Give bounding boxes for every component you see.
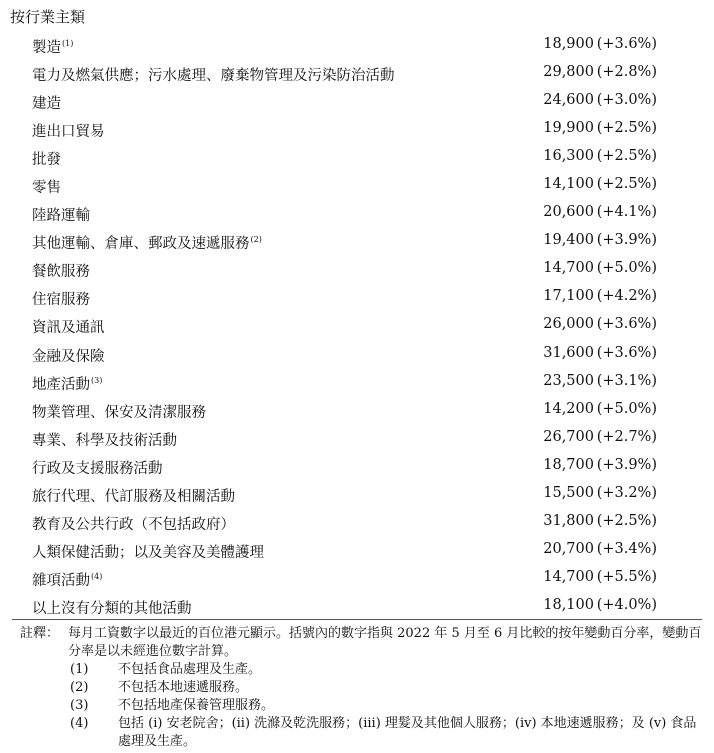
- table-row: [0, 593, 714, 621]
- yoy-change: (+3.1%): [596, 372, 657, 389]
- yoy-change: (+2.5%): [596, 512, 657, 529]
- industry-label: [32, 36, 73, 57]
- yoy-change: (+2.8%): [596, 64, 657, 81]
- table-row: [0, 228, 714, 256]
- notes-section: [10, 625, 704, 751]
- footnote-item: [10, 679, 704, 697]
- footnote-text: 不包括本地速遞服務。: [118, 680, 249, 695]
- industry-label: [32, 204, 90, 225]
- industry-label: [32, 373, 102, 394]
- industry-label: [32, 232, 262, 253]
- yoy-change: (+2.5%): [596, 120, 657, 137]
- footnote-item: [10, 697, 704, 715]
- industry-name: 製造: [32, 40, 61, 56]
- yoy-change: (+2.5%): [596, 148, 657, 165]
- wage-value: 29,800: [543, 64, 594, 81]
- industry-name: 以上沒有分類的其他活動: [32, 600, 192, 617]
- yoy-change: (+2.5%): [596, 176, 657, 193]
- yoy-change: (+5.0%): [596, 400, 657, 417]
- table-row: [0, 88, 714, 116]
- wage-value: 15,500: [543, 484, 594, 501]
- industry-name: 專業、科學及技術活動: [32, 432, 177, 449]
- yoy-change: (+5.0%): [596, 260, 657, 277]
- industry-name: 金融及保險: [32, 348, 105, 365]
- industry-name: 電力及燃氣供應；污水處理、廢棄物管理及污染防治活動: [32, 68, 395, 85]
- table-row: [0, 32, 714, 60]
- wage-value: 20,700: [543, 540, 594, 557]
- industry-name: 建造: [32, 96, 61, 113]
- industry-name: 陸路運輸: [32, 208, 90, 225]
- footnote-number: (4): [70, 716, 89, 731]
- table-row: [0, 537, 714, 565]
- yoy-change: (+3.9%): [596, 232, 657, 249]
- table-row: [0, 200, 714, 228]
- wage-value: 26,700: [543, 428, 594, 445]
- wage-value: 18,100: [543, 596, 594, 613]
- industry-label: [32, 64, 395, 85]
- industry-name: 雜項活動: [32, 572, 90, 589]
- industry-label: [32, 92, 61, 113]
- wage-value: 31,600: [543, 344, 594, 361]
- wage-value: 14,700: [543, 260, 594, 277]
- wage-value: 14,200: [543, 400, 594, 417]
- table-row: [0, 509, 714, 537]
- yoy-change: (+3.9%): [596, 456, 657, 473]
- footnote-marker: (3): [91, 375, 103, 385]
- yoy-change: (+4.0%): [596, 596, 657, 613]
- footnote-item: [10, 661, 704, 679]
- industry-table: [0, 32, 714, 621]
- industry-label: [32, 316, 105, 337]
- wage-value: 23,500: [543, 372, 594, 389]
- industry-name: 批發: [32, 152, 61, 169]
- yoy-change: (+3.2%): [596, 484, 657, 501]
- industry-name: 餐飲服務: [32, 264, 90, 281]
- wage-value: 17,100: [543, 288, 594, 305]
- footnote-number: (3): [70, 698, 89, 713]
- industry-name: 住宿服務: [32, 292, 90, 309]
- table-row: [0, 256, 714, 284]
- industry-name: 物業管理、保安及清潔服務: [32, 404, 206, 421]
- table-row: [0, 565, 714, 593]
- wage-value: 14,700: [543, 568, 594, 585]
- yoy-change: (+3.0%): [596, 92, 657, 109]
- industry-label: [32, 513, 235, 534]
- table-row: [0, 60, 714, 88]
- footnote-marker: (4): [91, 571, 103, 581]
- industry-name: 其他運輸、倉庫、郵政及速遞服務: [32, 236, 250, 253]
- section-heading: 按行業主類: [10, 8, 86, 26]
- table-row: [0, 481, 714, 509]
- industry-name: 地產活動: [32, 376, 90, 393]
- wage-value: 14,100: [543, 176, 594, 193]
- industry-label: [32, 541, 264, 562]
- table-row: [0, 397, 714, 425]
- yoy-change: (+5.5%): [596, 568, 657, 585]
- industry-label: [32, 176, 61, 197]
- wage-value: 16,300: [543, 148, 594, 165]
- wage-value: 18,900: [543, 36, 594, 52]
- wage-value: 19,900: [543, 120, 594, 137]
- industry-label: [32, 597, 192, 618]
- wage-value: 26,000: [543, 316, 594, 333]
- footnote-number: (2): [70, 680, 89, 695]
- notes-main-text: 每月工資數字以最近的百位港元顯示。括號內的數字指與 2022 年 5 月至 6 月比較的按年變動百分率，變動百分率是以未經進位數字計算。: [68, 626, 702, 659]
- industry-name: 人類保健活動；以及美容及美體護理: [32, 544, 264, 561]
- yoy-change: (+3.4%): [596, 540, 657, 557]
- notes-main: [10, 625, 704, 661]
- wage-value: 19,400: [543, 232, 594, 249]
- table-row: [0, 425, 714, 453]
- yoy-change: (+4.1%): [596, 204, 657, 221]
- industry-name: 行政及支援服務活動: [32, 460, 163, 477]
- footnote-text: 包括 (i) 安老院舍；(ii) 洗滌及乾洗服務；(iii) 理髮及其他個人服務；(iv) 本地速遞服務；及 (v) 食品處理及生產。: [118, 716, 697, 749]
- table-row: [0, 369, 714, 397]
- table-row: [0, 341, 714, 369]
- industry-label: [32, 401, 206, 422]
- wage-value: 20,600: [543, 204, 594, 221]
- footnote-marker: (1): [62, 39, 74, 48]
- notes-divider: [12, 619, 702, 620]
- wage-value: 31,800: [543, 512, 594, 529]
- notes-title: 註釋：: [20, 626, 60, 641]
- industry-name: 進出口貿易: [32, 124, 105, 141]
- industry-name: 旅行代理、代訂服務及相關活動: [32, 488, 235, 505]
- industry-label: [32, 457, 163, 478]
- footnote-number: (1): [70, 662, 89, 677]
- industry-name: 教育及公共行政（不包括政府）: [32, 516, 235, 533]
- footnote-marker: (2): [250, 235, 262, 245]
- yoy-change: (+3.6%): [596, 344, 657, 361]
- industry-name: 零售: [32, 180, 61, 197]
- industry-label: [32, 429, 177, 450]
- footnote-text: 不包括地產保養管理服務。: [118, 698, 275, 713]
- footnote-list: [10, 661, 704, 751]
- industry-label: [32, 345, 105, 366]
- yoy-change: (+2.7%): [596, 428, 657, 445]
- table-row: [0, 116, 714, 144]
- footnote-text: 不包括食品處理及生產。: [118, 662, 262, 677]
- footnote-item: [10, 715, 704, 751]
- table-row: [0, 312, 714, 340]
- yoy-change: (+3.6%): [596, 36, 657, 52]
- yoy-change: (+3.6%): [596, 316, 657, 333]
- table-row: [0, 172, 714, 200]
- wage-value: 18,700: [543, 456, 594, 473]
- table-row: [0, 284, 714, 312]
- wage-value: 24,600: [543, 92, 594, 109]
- yoy-change: (+4.2%): [596, 288, 657, 305]
- industry-label: [32, 569, 102, 590]
- industry-label: [32, 260, 90, 281]
- table-row: [0, 453, 714, 481]
- industry-name: 資訊及通訊: [32, 320, 105, 337]
- industry-label: [32, 288, 90, 309]
- table-row: [0, 144, 714, 172]
- industry-label: [32, 485, 235, 506]
- industry-label: [32, 148, 61, 169]
- industry-label: [32, 120, 105, 141]
